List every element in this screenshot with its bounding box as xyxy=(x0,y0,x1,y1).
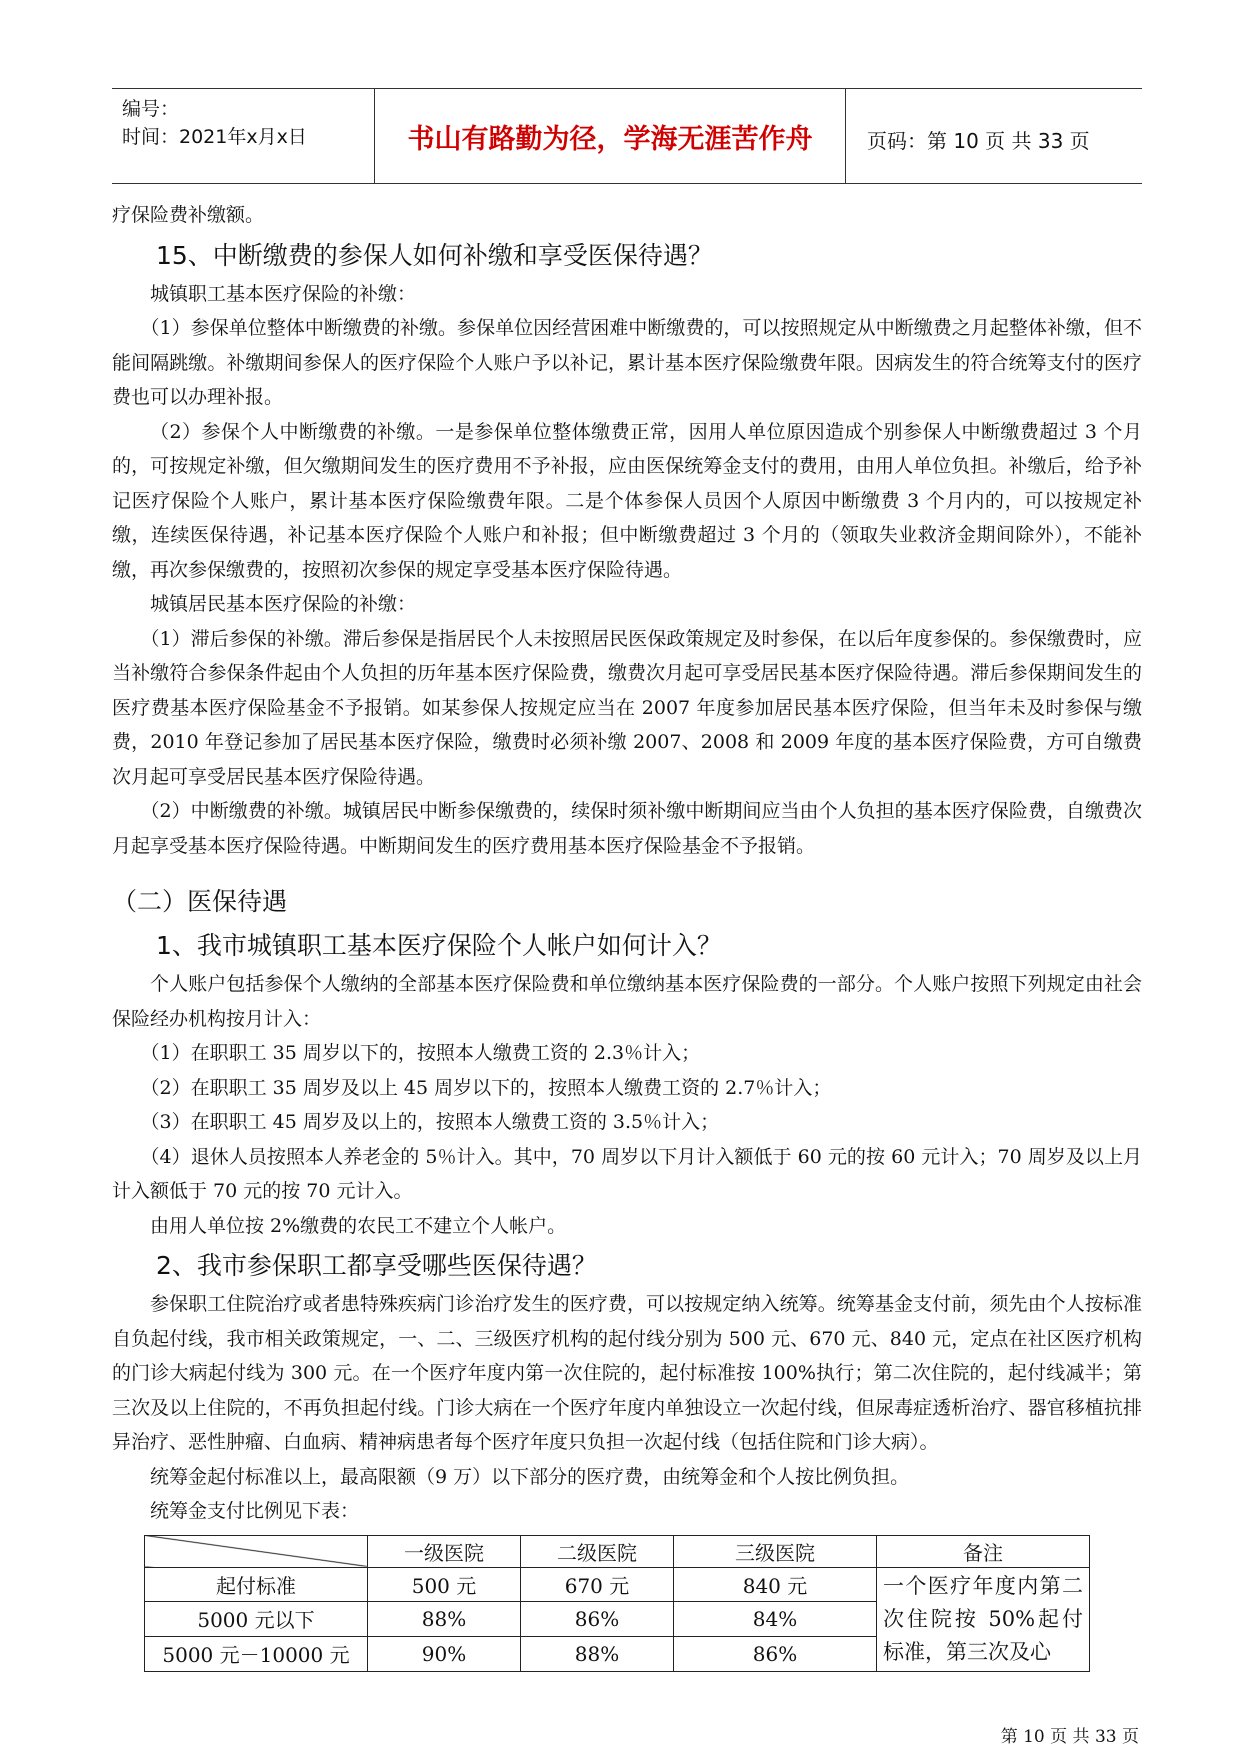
table-cell: 840 元 xyxy=(674,1567,877,1602)
paragraph: （2）参保个人中断缴费的补缴。一是参保单位整体缴费正常，因用人单位原因造成个别参保人中断缴费超过 3 个月的，可按规定补缴，但欠缴期间发生的医疗费用不予补报，应由医保统筹金支付的费用，由用人单位负担。补缴后，给予补记医疗保险个人账户，累计基本医疗保险缴费年限。二是个体参保人员因个人原因中断缴费 3 个月内的，可以按规定补缴，连续医保待遇，补记基本医疗保险个人账户和补报；但中断缴费超过 3 个月的（领取失业救济金期间除外），不能补缴，再次参保缴费的，按照初次参保的规定享受基本医疗保险待遇。 xyxy=(112,420,1142,581)
paragraph: （3）在职职工 45 周岁及以上的，按照本人缴费工资的 3.5％计入； xyxy=(140,1111,720,1133)
chapter-heading: （二）医保待遇 xyxy=(112,887,288,916)
table-header-cell: 二级医院 xyxy=(521,1535,674,1567)
header-left xyxy=(122,95,307,151)
table-cell: 670 元 xyxy=(521,1567,674,1602)
paragraph: （1）参保单位整体中断缴费的补缴。参保单位因经营困难中断缴费的，可以按照规定从中断缴费之月起整体补缴，但不能间隔跳缴。补缴期间参保人的医疗保险个人账户予以补记，累计基本医疗保险缴费年限。因病发生的符合统筹支付的医疗费也可以办理补报。 xyxy=(112,317,1142,408)
document-body xyxy=(112,198,1142,1672)
table-row xyxy=(145,1567,1090,1602)
table-cell: 84% xyxy=(674,1602,877,1637)
table-cell: 86% xyxy=(521,1602,674,1637)
table-header-row xyxy=(145,1535,1090,1567)
table-header-cell: 备注 xyxy=(877,1535,1090,1567)
paragraph: 统筹金起付标准以上，最高限额（9 万）以下部分的医疗费，由统筹金和个人按比例负担。 xyxy=(150,1465,910,1488)
page-header xyxy=(112,88,1142,184)
table-cell: 起付标准 xyxy=(145,1567,368,1602)
paragraph: 个人账户包括参保个人缴纳的全部基本医疗保险费和单位缴纳基本医疗保险费的一部分。个人账户按照下列规定由社会保险经办机构按月计入： xyxy=(112,973,1142,1030)
paragraph: 城镇居民基本医疗保险的补缴： xyxy=(150,593,417,615)
paragraph: 参保职工住院治疗或者患特殊疾病门诊治疗发生的医疗费，可以按规定纳入统筹。统筹基金支付前，须先由个人按标准自负起付线，我市相关政策规定，一、二、三级医疗机构的起付线分别为 500 元、670 元、840 元，定点在社区医疗机构的门诊大病起付线为 300 元。在一个医疗年度内第一次住院的，起付标准按 100%执行；第二次住院的，起付线减半；第三次及以上住院的，不再负担起付线。门诊大病在一个医疗年度内单独设立一次起付线，但尿毒症透析治疗、器官移植抗排异治疗、恶性肿瘤、白血病、精神病患者每个医疗年度只负担一次起付线（包括住院和门诊大病）。 xyxy=(112,1293,1142,1453)
paragraph: （1）滞后参保的补缴。滞后参保是指居民个人未按照居民医保政策规定及时参保，在以后年度参保的。参保缴费时，应当补缴符合参保条件起由个人负担的历年基本医疗保险费，缴费次月起可享受居民基本医疗保险待遇。滞后参保期间发生的医疗费基本医疗保险基金不予报销。如某参保人按规定应当在 2007 年度参加居民基本医疗保险，但当年未及时参保与缴费，2010 年登记参加了居民基本医疗保险，缴费时必须补缴 2007、2008 和 2009 年度的基本医疗保险费，方可自缴费次月起可享受居民基本医疗保险待遇。 xyxy=(112,627,1142,788)
paragraph: （4）退休人员按照本人养老金的 5％计入。其中，70 周岁以下月计入额低于 60 元的按 60 元计入；70 周岁及以上月计入额低于 70 元的按 70 元计入。 xyxy=(112,1145,1142,1202)
paragraph: （1）在职职工 35 周岁以下的，按照本人缴费工资的 2.3％计入； xyxy=(140,1042,701,1064)
table-note-cell: 一个医疗年度内第二次住院按 50%起付标准，第三次及心 xyxy=(877,1567,1090,1671)
table-corner-cell xyxy=(145,1535,368,1567)
page-footer: 第 10 页 共 33 页 xyxy=(1000,1727,1139,1747)
paragraph: 疗保险费补缴额。 xyxy=(112,204,265,226)
section-heading: 15、中断缴费的参保人如何补缴和享受医保待遇？ xyxy=(156,240,713,270)
table-cell: 90% xyxy=(368,1636,521,1671)
table-cell: 86% xyxy=(674,1636,877,1671)
table-header-cell: 三级医院 xyxy=(674,1535,877,1567)
table-cell: 5000 元以下 xyxy=(145,1602,368,1637)
document-time-label: 时间：2021年x月x日 xyxy=(122,126,307,148)
paragraph: 城镇职工基本医疗保险的补缴： xyxy=(150,282,417,305)
table-cell: 5000 元－10000 元 xyxy=(145,1636,368,1671)
paragraph: 统筹金支付比例见下表： xyxy=(150,1500,360,1522)
table-cell: 88% xyxy=(521,1636,674,1671)
paragraph: （2）在职职工 35 周岁及以上 45 周岁以下的，按照本人缴费工资的 2.7％计入； xyxy=(140,1076,832,1099)
table-header-cell: 一级医院 xyxy=(368,1535,521,1567)
header-motto: 书山有路勤为径，学海无涯苦作舟 xyxy=(374,89,846,183)
section-heading: 1、我市城镇职工基本医疗保险个人帐户如何计入？ xyxy=(156,931,722,960)
table-cell: 500 元 xyxy=(368,1567,521,1602)
payment-ratio-table xyxy=(144,1535,1090,1672)
paragraph: 由用人单位按 2%缴费的农民工不建立个人帐户。 xyxy=(150,1214,567,1237)
header-page-number: 页码：第 10 页 共 33 页 xyxy=(867,129,1090,153)
section-heading: 2、我市参保职工都享受哪些医保待遇？ xyxy=(156,1251,597,1280)
document-number-label: 编号： xyxy=(122,98,180,120)
paragraph: （2）中断缴费的补缴。城镇居民中断参保缴费的，续保时须补缴中断期间应当由个人负担的基本医疗保险费，自缴费次月起享受基本医疗保险待遇。中断期间发生的医疗费用基本医疗保险基金不予报销。 xyxy=(112,800,1142,857)
table-cell: 88% xyxy=(368,1602,521,1637)
